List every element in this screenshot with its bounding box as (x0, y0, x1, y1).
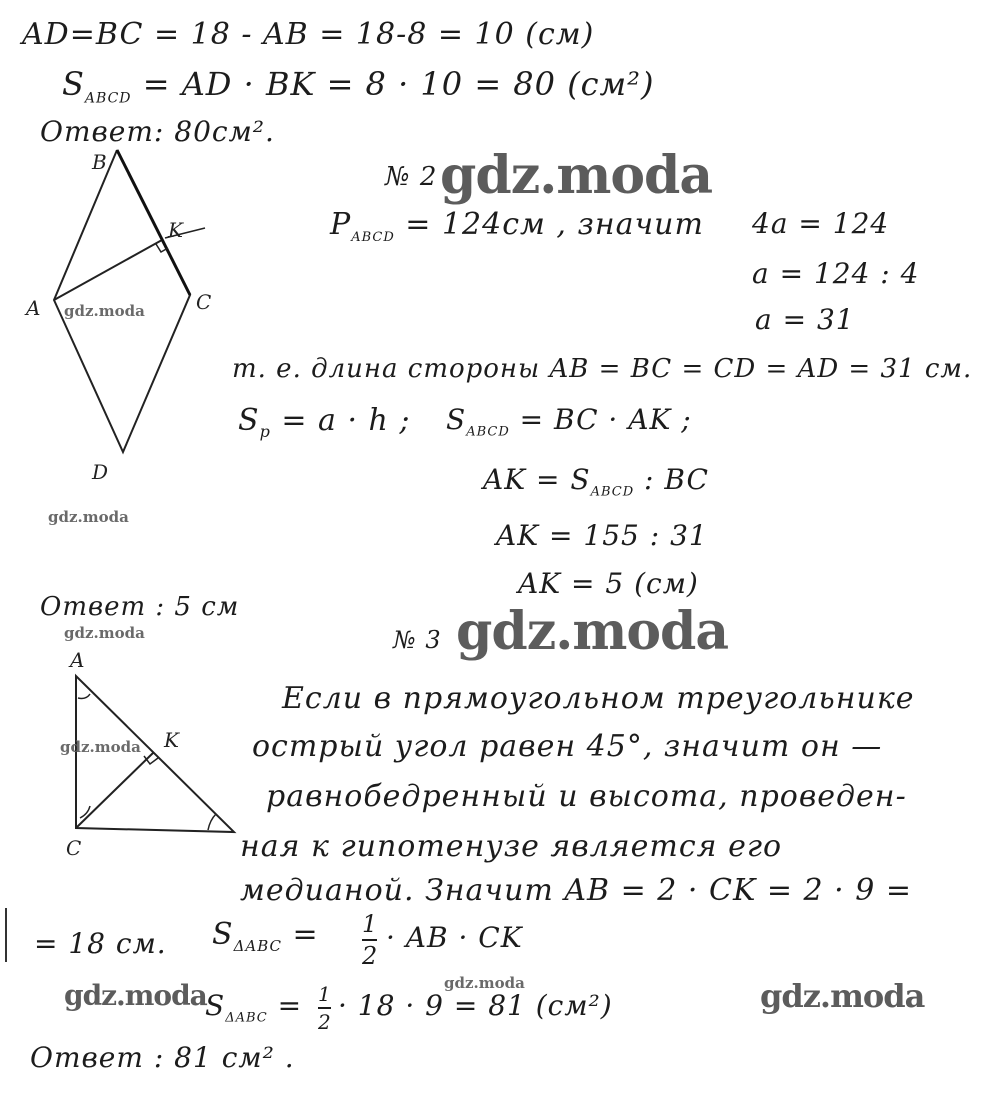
area-s: S (62, 65, 85, 103)
rhombus-label-b: B (92, 150, 107, 174)
watermark-triangle: gdz.moda (60, 738, 141, 756)
watermark-left-2: gdz.moda (64, 624, 145, 642)
fraction-num-2: 1 (318, 982, 331, 1006)
ak-formula-line (483, 463, 709, 500)
calc-s: S (205, 989, 226, 1022)
answer-3: Ответ : 81 см² . (30, 1041, 295, 1074)
area3-sub: ΔABC (233, 937, 283, 955)
text-line-4: ная к гипотенузе является его (240, 829, 783, 864)
fraction-bar-1 (362, 939, 377, 941)
angle-mark-b (208, 814, 216, 830)
problem-2-number: № 2 (385, 162, 438, 192)
formula-s-s: S (446, 403, 467, 436)
ak-result-line: AK = 5 (см) (518, 567, 699, 600)
answer-2: Ответ : 5 см (40, 592, 240, 622)
watermark-problem-3: gdz.moda (456, 601, 729, 662)
rhombus-label-k: K (168, 218, 183, 242)
side-length-line: т. е. длина стороны AB = BC = CD = AD = 31 см. (232, 354, 973, 384)
triangle-figure (60, 660, 260, 860)
area-s-sub: ABCD (84, 90, 132, 107)
formula-s-sub: ABCD (466, 424, 510, 440)
area-calc-tail: · 18 · 9 = 81 (см²) (338, 989, 613, 1022)
perimeter-line (330, 207, 704, 245)
height-ak (54, 240, 162, 300)
area-calc-3 (205, 989, 303, 1026)
perimeter-expr: = 124см , значит (394, 207, 704, 242)
triangle-label-c: C (66, 836, 82, 860)
rhombus-label-d: D (92, 460, 109, 484)
formula-s-line (446, 403, 692, 440)
equation-a-value: a = 31 (755, 303, 855, 336)
perimeter-p: P (330, 207, 352, 242)
calc-eq: = (267, 989, 303, 1022)
fraction-num-1: 1 (362, 910, 378, 938)
text-line-6: = 18 см. (34, 927, 167, 960)
area3-s: S (212, 917, 234, 952)
area-formula-line (62, 65, 655, 107)
area-expr: = AD · BK = 8 · 10 = 80 (см²) (131, 65, 655, 103)
calc-sub: ΔABC (225, 1010, 268, 1026)
watermark-rhombus: gdz.moda (64, 302, 145, 320)
formula-sp-s: S (238, 403, 260, 438)
rhombus-outline (54, 150, 190, 452)
ak-formula-left: AK = S (483, 463, 591, 496)
text-line-2: острый угол равен 45°, значит он — (252, 729, 883, 764)
watermark-bottom-right: gdz.moda (760, 977, 925, 1015)
rhombus-label-a: A (26, 296, 41, 320)
triangle-label-k: K (164, 728, 179, 752)
angle-mark-a (78, 694, 90, 699)
ak-formula-right: : BC (634, 463, 709, 496)
ak-formula-sub: ABCD (590, 484, 635, 500)
watermark-bottom-left: gdz.moda (64, 979, 207, 1012)
text-line-1: Если в прямоугольном треугольнике (282, 681, 915, 716)
ak-value-line: AK = 155 : 31 (496, 519, 708, 552)
formula-sp-sub: р (259, 422, 271, 441)
right-angle-mark-k2 (144, 756, 158, 764)
area-tail-3: · AB · CK (386, 921, 523, 954)
fraction-den-1: 2 (362, 942, 378, 970)
area-formula-3 (212, 917, 319, 955)
area3-eq: = (282, 917, 319, 952)
height-ck (76, 752, 154, 828)
watermark-bottom-mid: gdz.moda (444, 974, 525, 992)
text-line-3: равнобедренный и высота, проведен- (266, 779, 907, 814)
rhombus-label-c: C (196, 290, 212, 314)
fraction-half-2 (318, 984, 331, 1032)
formula-sp-expr: = a · h ; (270, 403, 411, 438)
perimeter-sub: ABCD (351, 230, 395, 245)
equation-a-div: a = 124 : 4 (752, 257, 920, 290)
formula-s-expr: = BC · AK ; (509, 403, 692, 436)
watermark-left-1: gdz.moda (48, 508, 129, 526)
equation-4a: 4a = 124 (752, 207, 890, 240)
formula-sp-line (238, 403, 411, 441)
text-line-5: медианой. Значит AB = 2 · CK = 2 · 9 = (240, 873, 913, 908)
fraction-bar-2 (318, 1007, 331, 1009)
margin-mark (5, 908, 7, 962)
fraction-den-2: 2 (318, 1010, 331, 1034)
problem-3-number: № 3 (393, 626, 442, 654)
answer-1: Ответ: 80см². (40, 115, 275, 148)
watermark-problem-2: gdz.moda (440, 145, 713, 206)
triangle-label-a: A (70, 648, 85, 672)
fraction-half-1 (362, 912, 377, 968)
ad-bc-line: AD=BC = 18 - AB = 18-8 = 10 (см) (22, 17, 595, 52)
